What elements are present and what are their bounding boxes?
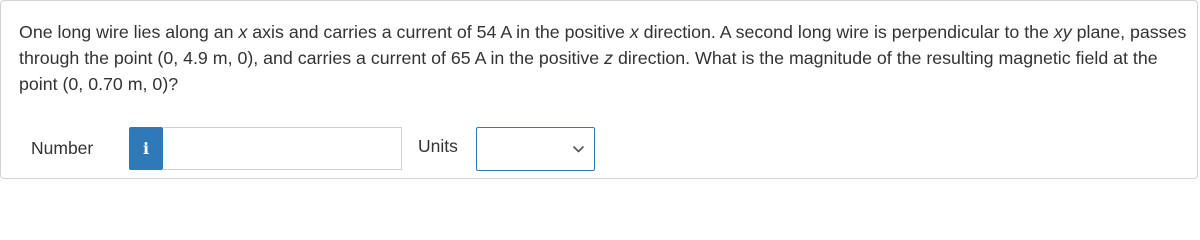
answer-row (1, 125, 1197, 171)
units-select[interactable] (476, 127, 595, 171)
question-part-4: plane, passes through the point (0, 4.9 m, 0), and carries a current of 65 A in the positive (19, 22, 1187, 68)
info-button[interactable] (129, 127, 163, 170)
units-label: Units (418, 136, 458, 156)
number-label: Number (31, 138, 94, 158)
question-part-5: direction. What is the magnitude of the resulting magnetic field at the point (0, 0.70 m, 0)? (19, 48, 1158, 94)
question-text (19, 19, 1189, 97)
info-icon: i (142, 138, 150, 158)
question-part-2: axis and carries a current of 54 A in the positive (247, 22, 630, 42)
variable-x: x (238, 22, 248, 42)
number-input[interactable] (163, 127, 402, 170)
variable-x: x (629, 22, 639, 42)
question-part-3: direction. A second long wire is perpendicular to the (638, 22, 1054, 42)
variable-z: z (604, 48, 614, 68)
variable-xy: xy (1053, 22, 1072, 42)
question-part-1: One long wire lies along an (19, 22, 239, 42)
chevron-down-icon (573, 146, 584, 153)
